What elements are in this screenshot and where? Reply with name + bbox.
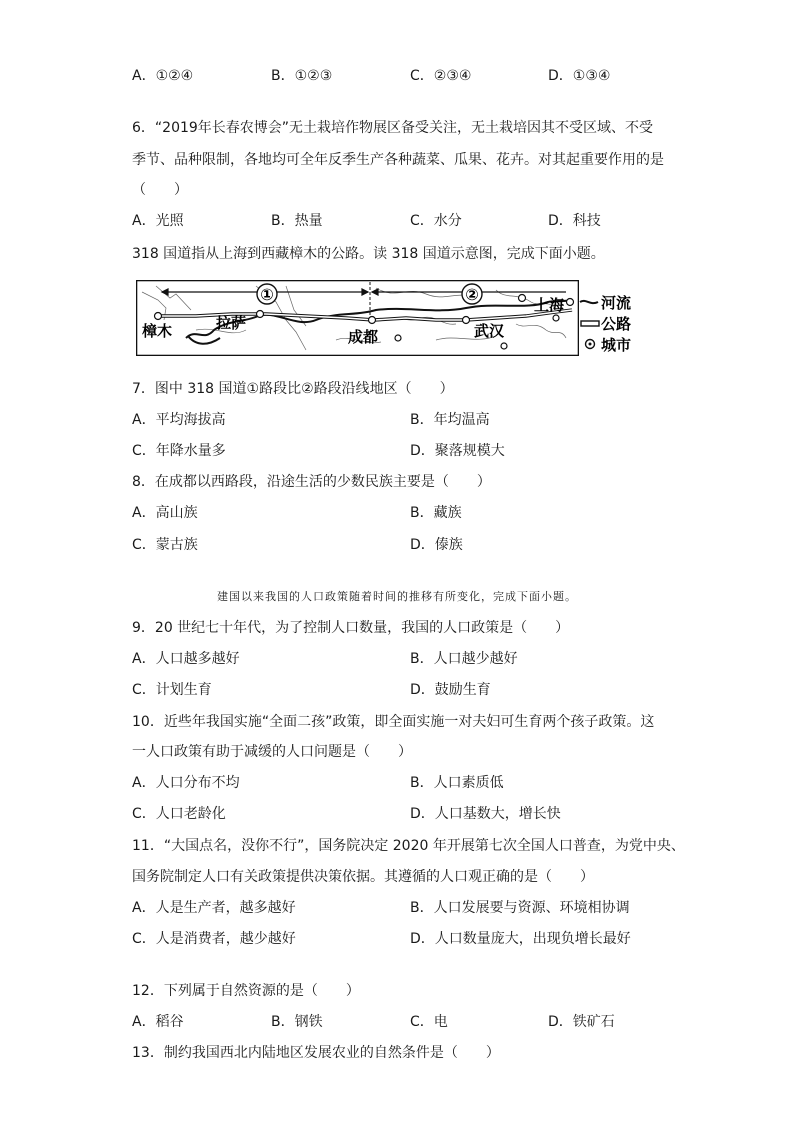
segment1-label: ① [260, 285, 274, 304]
q6-option-a: A．光照 [132, 213, 184, 229]
q7-option-c: C．年降水量多 [132, 443, 226, 459]
q10-stem-line1: 10．近些年我国实施“全面二孩”政策，即全面实施一对夫妇可生育两个孩子政策。这 [132, 714, 655, 730]
q12-option-c: C．电 [410, 1014, 448, 1030]
q5-option-b: B．①②③ [271, 68, 333, 84]
q8-option-a: A．高山族 [132, 505, 198, 521]
q8-option-b: B．藏族 [410, 505, 462, 521]
q12-option-a: A．稻谷 [132, 1014, 184, 1030]
legend-river-icon [580, 301, 598, 303]
legend-road-icon [581, 321, 599, 326]
q9-option-a: A．人口越多越好 [132, 651, 240, 667]
q11-stem-line1: 11．“大国点名，没你不行”，国务院决定 2020 年开展第七次全国人口普查，为党中央、 [132, 838, 685, 854]
city-wuhan: 武汉 [474, 322, 505, 340]
q9-option-b: B．人口越少越好 [410, 651, 518, 667]
q13-stem: 13．制约我国西北内陆地区发展农业的自然条件是（ ） [132, 1045, 500, 1061]
q6-option-b: B．热量 [271, 213, 323, 229]
intro-318: 318 国道指从上海到西藏樟木的公路。读 318 国道示意图，完成下面小题。 [132, 246, 605, 262]
q11-option-b: B．人口发展要与资源、环境相协调 [410, 900, 630, 916]
q6-stem-line2: 季节、品种限制，各地均可全年反季生产各种蔬菜、瓜果、花卉。对其起重要作用的是 [132, 152, 664, 168]
q7-option-b: B．年均温高 [410, 412, 490, 428]
legend-river: 河流 [601, 294, 632, 312]
q6-stem-line1: 6．“2019年长春农博会”无土栽培作物展区备受关注，无土栽培因其不受区域、不受 [132, 120, 654, 136]
legend-city: 城市 [601, 336, 632, 354]
q6-option-d: D．科技 [548, 213, 601, 229]
q11-stem-line2: 国务院制定人口有关政策提供决策依据。其遵循的人口观正确的是（ ） [132, 869, 594, 885]
q7-option-a: A．平均海拔高 [132, 412, 226, 428]
q9-stem: 9．20 世纪七十年代，为了控制人口数量，我国的人口政策是（ ） [132, 620, 570, 636]
map-legend [578, 290, 644, 354]
q8-option-c: C．蒙古族 [132, 537, 198, 553]
route-318-map [136, 280, 579, 356]
q5-option-c: C．②③④ [410, 68, 472, 84]
q6-stem-line3: （ ） [132, 182, 188, 198]
city-chengdu: 成都 [348, 328, 379, 346]
q6-option-c: C．水分 [410, 213, 462, 229]
q10-option-a: A．人口分布不均 [132, 775, 240, 791]
q10-option-b: B．人口素质低 [410, 775, 504, 791]
q12-option-b: B．钢铁 [271, 1014, 323, 1030]
q9-option-c: C．计划生育 [132, 682, 212, 698]
q8-option-d: D．傣族 [410, 537, 463, 553]
q11-option-a: A．人是生产者，越多越好 [132, 900, 296, 916]
q7-option-d: D．聚落规模大 [410, 443, 505, 459]
q12-stem: 12．下列属于自然资源的是（ ） [132, 983, 360, 999]
segment2-label: ② [465, 285, 479, 304]
city-zhangmu: 樟木 [142, 322, 173, 340]
q5-option-a: A．①②④ [132, 68, 194, 84]
q8-stem: 8．在成都以西路段，沿途生活的少数民族主要是（ ） [132, 474, 491, 490]
q11-option-d: D．人口数量庞大，出现负增长最好 [410, 931, 631, 947]
q12-option-d: D．铁矿石 [548, 1014, 615, 1030]
intro-population: 建国以来我国的人口政策随着时间的推移有所变化，完成下面小题。 [217, 590, 577, 603]
q10-option-d: D．人口基数大，增长快 [410, 806, 561, 822]
legend-city-dot [589, 343, 592, 346]
city-shanghai: 上海 [534, 296, 565, 314]
q5-option-d: D．①③④ [548, 68, 611, 84]
q11-option-c: C．人是消费者，越少越好 [132, 931, 296, 947]
q10-stem-line2: 一人口政策有助于减缓的人口问题是（ ） [132, 744, 412, 760]
q7-stem: 7．图中 318 国道①路段比②路段沿线地区（ ） [132, 381, 454, 397]
city-lhasa: 拉萨 [216, 314, 247, 332]
q9-option-d: D．鼓励生育 [410, 682, 491, 698]
legend-road: 公路 [601, 315, 632, 333]
q10-option-c: C．人口老龄化 [132, 806, 226, 822]
